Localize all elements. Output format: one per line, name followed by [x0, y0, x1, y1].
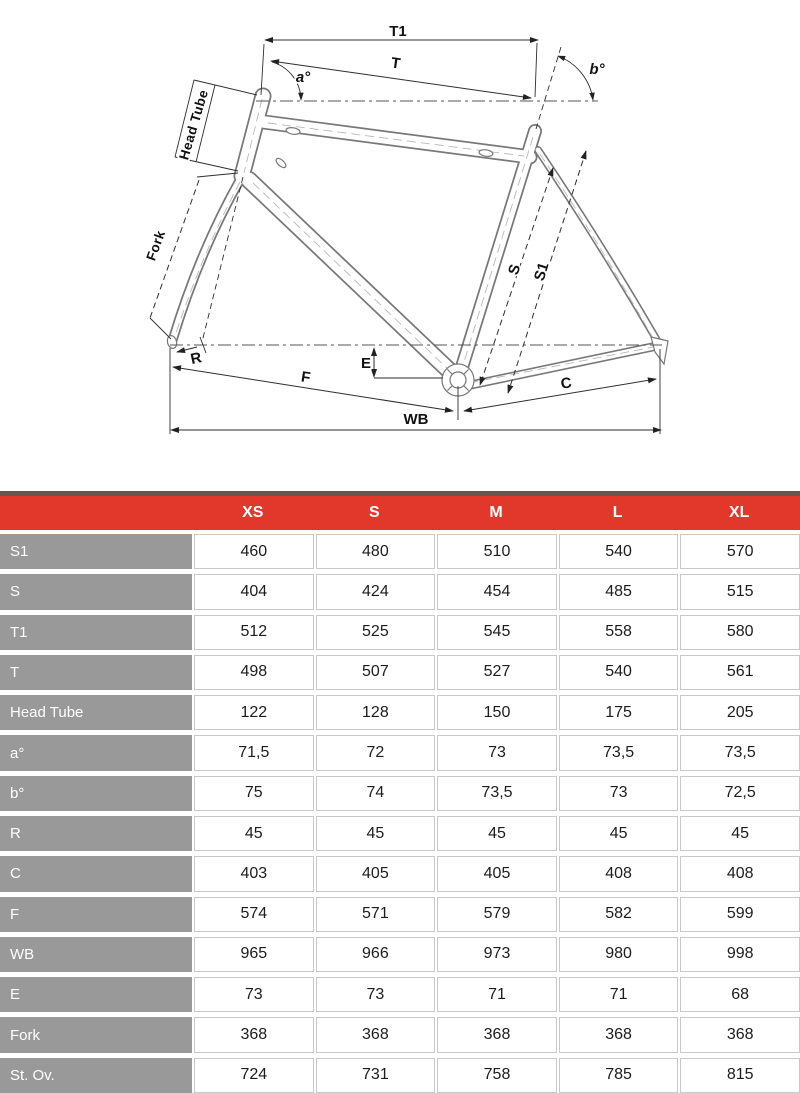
f-dimension-line: [173, 367, 453, 411]
value-cell: 73: [316, 977, 436, 1012]
row-label: a°: [0, 735, 192, 770]
label-f: F: [299, 368, 312, 387]
value-cell: 368: [559, 1017, 679, 1052]
value-cell: 71: [437, 977, 557, 1012]
value-cell: 68: [680, 977, 800, 1012]
table-row: [0, 937, 800, 972]
value-cell: 45: [680, 816, 800, 851]
column-header-xs: XS: [242, 504, 264, 521]
value-cell: 205: [680, 695, 800, 730]
label-t: T: [389, 54, 402, 73]
row-label: Fork: [0, 1017, 192, 1052]
table-row: [0, 856, 800, 891]
label-wb: WB: [403, 411, 429, 428]
value-cell: 150: [437, 695, 557, 730]
value-cell: 73: [194, 977, 314, 1012]
row-label: b°: [0, 776, 192, 811]
value-cell: 175: [559, 695, 679, 730]
label-a-angle: a°: [295, 69, 311, 86]
value-cell: 815: [680, 1058, 800, 1093]
row-label: T: [0, 655, 192, 690]
value-cell: 540: [559, 534, 679, 569]
table-row: [0, 1017, 800, 1052]
value-cell: 74: [316, 776, 436, 811]
value-cell: 73: [437, 735, 557, 770]
value-cell: 480: [316, 534, 436, 569]
value-cell: 73: [559, 776, 679, 811]
value-cell: 998: [680, 937, 800, 972]
label-head-tube: Head Tube: [176, 87, 212, 162]
value-cell: 454: [437, 574, 557, 609]
label-c: C: [559, 374, 574, 393]
label-fork: Fork: [143, 228, 169, 263]
value-cell: 724: [194, 1058, 314, 1093]
value-cell: 525: [316, 615, 436, 650]
row-label: Head Tube: [0, 695, 192, 730]
value-cell: 570: [680, 534, 800, 569]
value-cell: 510: [437, 534, 557, 569]
table-row: [0, 534, 800, 569]
row-label: R: [0, 816, 192, 851]
value-cell: 785: [559, 1058, 679, 1093]
value-cell: 408: [559, 856, 679, 891]
value-cell: 545: [437, 615, 557, 650]
value-cell: 558: [559, 615, 679, 650]
column-header-m: M: [489, 504, 503, 521]
value-cell: 75: [194, 776, 314, 811]
cable-port: [275, 157, 288, 169]
value-cell: 582: [559, 897, 679, 932]
value-cell: 73,5: [680, 735, 800, 770]
value-cell: 404: [194, 574, 314, 609]
value-cell: 540: [559, 655, 679, 690]
table-row: [0, 977, 800, 1012]
value-cell: 408: [680, 856, 800, 891]
value-cell: 527: [437, 655, 557, 690]
table-body: [0, 530, 800, 1093]
value-cell: 368: [680, 1017, 800, 1052]
row-label: St. Ov.: [0, 1058, 192, 1093]
value-cell: 122: [194, 695, 314, 730]
table-row: [0, 735, 800, 770]
dimension-lines: [150, 40, 662, 434]
value-cell: 512: [194, 615, 314, 650]
label-s: S: [505, 262, 525, 277]
value-cell: 579: [437, 897, 557, 932]
value-cell: 405: [437, 856, 557, 891]
value-cell: 403: [194, 856, 314, 891]
column-header-l: L: [612, 504, 623, 521]
value-cell: 73,5: [559, 735, 679, 770]
table-row: [0, 695, 800, 730]
value-cell: 973: [437, 937, 557, 972]
geometry-table: [0, 491, 800, 1093]
value-cell: 571: [316, 897, 436, 932]
value-cell: 599: [680, 897, 800, 932]
value-cell: 561: [680, 655, 800, 690]
value-cell: 580: [680, 615, 800, 650]
value-cell: 424: [316, 574, 436, 609]
value-cell: 405: [316, 856, 436, 891]
value-cell: 460: [194, 534, 314, 569]
value-cell: 980: [559, 937, 679, 972]
value-cell: 45: [559, 816, 679, 851]
value-cell: 731: [316, 1058, 436, 1093]
column-header-s: S: [369, 504, 380, 521]
label-r: R: [188, 349, 204, 369]
value-cell: 73,5: [437, 776, 557, 811]
bike-frame-drawing: [166, 96, 668, 396]
row-label: S: [0, 574, 192, 609]
b-angle-arc: [558, 56, 593, 100]
row-label: WB: [0, 937, 192, 972]
value-cell: 72: [316, 735, 436, 770]
table-row: [0, 776, 800, 811]
table-header: [0, 496, 800, 530]
row-label: T1: [0, 615, 192, 650]
table-row: [0, 816, 800, 851]
value-cell: 758: [437, 1058, 557, 1093]
table-row: [0, 574, 800, 609]
label-e: E: [360, 355, 372, 372]
value-cell: 368: [316, 1017, 436, 1052]
table-row: [0, 897, 800, 932]
value-cell: 574: [194, 897, 314, 932]
label-b-angle: b°: [589, 61, 605, 78]
value-cell: 507: [316, 655, 436, 690]
value-cell: 498: [194, 655, 314, 690]
label-s1: S1: [530, 260, 553, 283]
value-cell: 368: [437, 1017, 557, 1052]
value-cell: 45: [437, 816, 557, 851]
value-cell: 72,5: [680, 776, 800, 811]
value-cell: 71,5: [194, 735, 314, 770]
row-label: E: [0, 977, 192, 1012]
value-cell: 45: [194, 816, 314, 851]
table-row: [0, 615, 800, 650]
row-label: C: [0, 856, 192, 891]
row-label: S1: [0, 534, 192, 569]
frame-geometry-diagram: [0, 0, 800, 480]
value-cell: 966: [316, 937, 436, 972]
value-cell: 368: [194, 1017, 314, 1052]
value-cell: 128: [316, 695, 436, 730]
column-header-xl: XL: [728, 504, 750, 521]
value-cell: 45: [316, 816, 436, 851]
table-row: [0, 655, 800, 690]
value-cell: 965: [194, 937, 314, 972]
table-row: [0, 1058, 800, 1093]
value-cell: 71: [559, 977, 679, 1012]
row-label: F: [0, 897, 192, 932]
value-cell: 485: [559, 574, 679, 609]
value-cell: 515: [680, 574, 800, 609]
label-t1: T1: [389, 23, 407, 40]
